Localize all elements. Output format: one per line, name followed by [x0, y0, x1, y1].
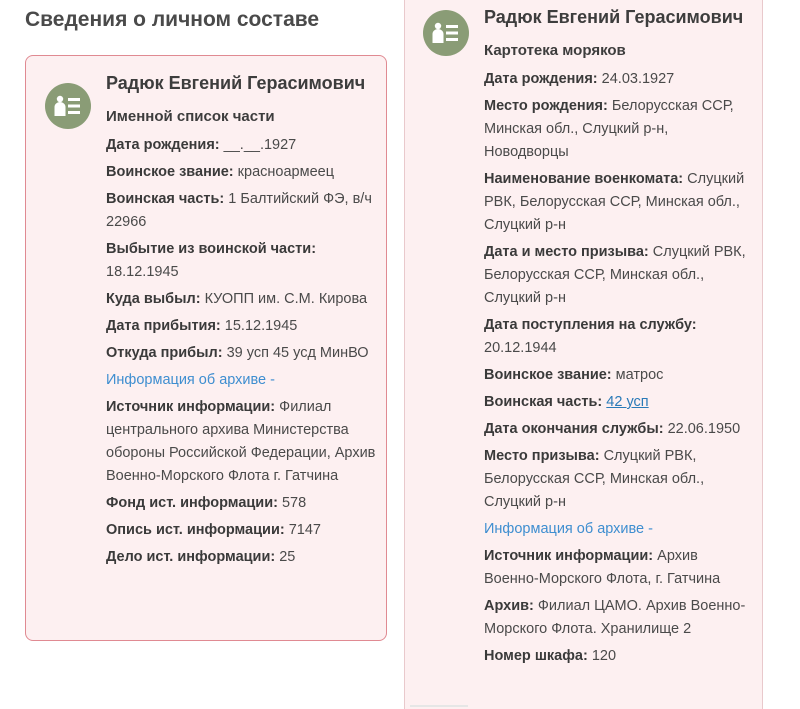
unit-link[interactable]: 42 усп — [606, 394, 649, 410]
field-row — [106, 519, 376, 542]
field-row — [484, 391, 756, 414]
field-row — [484, 168, 756, 237]
field-value: матрос — [615, 367, 664, 383]
field-value: 25 — [279, 549, 296, 565]
field-value: КУОПП им. С.М. Кирова — [204, 291, 368, 307]
field-value: Белорусская ССР, Минская обл., Слуцкий р-н, Новодворцы — [484, 98, 734, 160]
field-value: 578 — [281, 495, 307, 511]
field-value: 15.12.1945 — [224, 318, 298, 334]
field-row — [106, 238, 376, 284]
field-value: красноармеец — [237, 164, 334, 180]
field-value: Слуцкий РВК, Белорусская ССР, Минская обл., Слуцкий р-н — [484, 171, 745, 233]
field-label: Дата рождения: — [106, 137, 220, 153]
field-label: Фонд ист. информации: — [106, 495, 278, 511]
field-row — [484, 445, 756, 514]
field-value: Архив Военно-Морского Флота, г. Гатчина — [484, 548, 721, 587]
field-label: Опись ист. информации: — [106, 522, 285, 538]
record-source-title: Именной список части — [106, 108, 275, 125]
field-label: Дата окончания службы: — [484, 421, 664, 437]
archive-info-link[interactable]: Информация об архиве - — [484, 521, 653, 537]
field-label: Дело ист. информации: — [106, 549, 276, 565]
field-row — [106, 396, 376, 488]
person-name: Радюк Евгений Герасимович — [106, 73, 366, 93]
field-value: 7147 — [288, 522, 321, 538]
field-label: Воинское звание: — [484, 367, 612, 383]
field-value: 120 — [591, 648, 617, 664]
field-row — [106, 315, 376, 338]
field-label: Наименование военкомата: — [484, 171, 684, 187]
person-card-sailor-file — [404, 0, 763, 709]
field-label: Дата и место призыва: — [484, 244, 649, 260]
field-row — [484, 364, 756, 387]
field-row — [106, 161, 376, 184]
record-source-title: Картотека моряков — [484, 42, 626, 59]
field-row — [106, 546, 376, 569]
field-value: 24.03.1927 — [601, 71, 675, 87]
field-value: 18.12.1945 — [106, 264, 179, 280]
section-title: Сведения о личном составе — [25, 8, 320, 31]
field-value: Филиал центрального архива Министерства обороны Российской Федерации, Архив Военно-Морского Флота г. Гатчина — [106, 399, 376, 484]
field-value: Слуцкий РВК, Белорусская ССР, Минская обл., Слуцкий р-н — [484, 244, 746, 306]
field-label: Место призыва: — [484, 448, 600, 464]
field-label: Архив: — [484, 598, 534, 614]
person-card-unit-list — [25, 55, 387, 641]
field-value: 22.06.1950 — [667, 421, 741, 437]
field-value: __.__.1927 — [223, 137, 297, 153]
field-label: Источник информации: — [106, 399, 276, 415]
field-row — [106, 342, 376, 365]
field-row — [106, 188, 376, 234]
field-value: 39 усп 45 усд МинВО — [226, 345, 369, 361]
field-row — [484, 418, 756, 441]
field-label: Куда выбыл: — [106, 291, 201, 307]
field-row — [484, 645, 756, 668]
field-row — [484, 545, 756, 591]
field-label: Воинское звание: — [106, 164, 234, 180]
person-list-icon — [423, 10, 469, 56]
field-row — [106, 492, 376, 515]
field-label: Откуда прибыл: — [106, 345, 223, 361]
field-row — [484, 68, 756, 91]
field-value: Филиал ЦАМО. Архив Военно-Морского Флота. Хранилище 2 — [484, 598, 746, 637]
field-label: Место рождения: — [484, 98, 608, 114]
field-label: Воинская часть: — [106, 191, 225, 207]
field-row — [106, 288, 376, 311]
field-label: Номер шкафа: — [484, 648, 588, 664]
field-label: Дата поступления на службу: — [484, 317, 697, 333]
field-row — [484, 241, 756, 310]
field-label: Дата прибытия: — [106, 318, 221, 334]
field-label: Воинская часть: — [484, 394, 603, 410]
field-value: 20.12.1944 — [484, 340, 557, 356]
field-row — [484, 95, 756, 164]
field-value: 1 Балтийский ФЭ, в/ч 22966 — [106, 191, 372, 230]
field-row — [484, 314, 756, 360]
field-label: Выбытие из воинской части: — [106, 241, 317, 257]
person-name: Радюк Евгений Герасимович — [484, 7, 744, 27]
field-label: Источник информации: — [484, 548, 654, 564]
field-value: Слуцкий РВК, Белорусская ССР, Минская обл., Слуцкий р-н — [484, 448, 705, 510]
divider — [410, 705, 468, 707]
archive-info-link[interactable]: Информация об архиве - — [106, 372, 275, 388]
field-row — [484, 595, 756, 641]
field-row — [106, 134, 376, 157]
field-label: Дата рождения: — [484, 71, 598, 87]
person-list-icon — [45, 83, 91, 129]
